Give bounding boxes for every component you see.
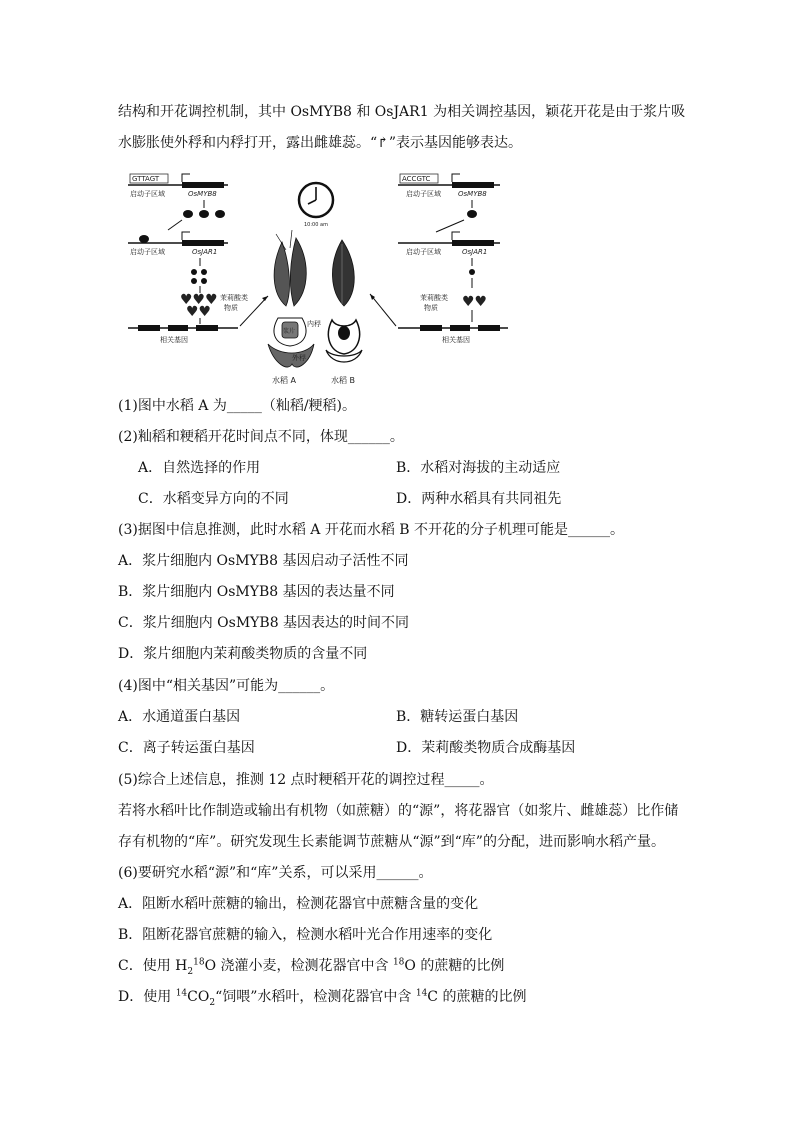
question-6-stem: (6)要研究水稻“源”和“库”关系，可以采用______。 — [118, 865, 433, 881]
question-2-option-c: C．水稻变异方向的不同 — [138, 491, 289, 507]
jasmonate-label-right-2: 物质 — [424, 304, 438, 312]
gene-myb8-label-left: OsMYB8 — [188, 190, 217, 198]
question-6-option-b: B．阻断花器官蔗糖的输入，检测水稻叶光合作用速率的变化 — [118, 927, 493, 943]
rice-flowering-figure — [120, 168, 510, 390]
jasmonate-label-left-1: 茉莉酸类 — [220, 294, 248, 302]
promoter-label-2: 启动子区域 — [130, 248, 165, 256]
left-pathway — [128, 174, 268, 344]
question-4-option-c: C．离子转运蛋白基因 — [118, 740, 255, 756]
jasmonate-label-left-2: 物质 — [224, 304, 238, 312]
question-1: (1)图中水稻 A 为_____（籼稻/粳稻)。 — [118, 398, 357, 414]
right-seq-label: ACCGTC — [402, 175, 431, 183]
rice-b-label: 水稻 B — [331, 376, 356, 385]
question-3-option-b: B．浆片细胞内 OsMYB8 基因的表达量不同 — [118, 584, 395, 600]
outer-glume-label: 外稃 — [292, 354, 306, 362]
rice-a-label: 水稻 A — [272, 376, 297, 385]
question-2-option-a: A．自然选择的作用 — [138, 460, 261, 476]
question-4-option-a: A．水通道蛋白基因 — [118, 709, 241, 725]
question-2-stem: (2)籼稻和粳稻开花时间点不同，体现______。 — [118, 429, 404, 445]
clock-time-label: 10:00 am — [304, 222, 328, 228]
related-gene-label-right: 相关基因 — [442, 336, 470, 344]
question-4-stem: (4)图中“相关基因”可能为______。 — [118, 678, 335, 694]
rice-b-flower-icon — [326, 240, 362, 385]
question-6-option-a: A．阻断水稻叶蔗糖的输出，检测花器官中蔗糖含量的变化 — [118, 896, 479, 912]
question-6-option-c: C．使用 $H_2^{18}O$ 浇灌小麦，检测花器官中含 $^{18}$O 的蔗糖的比例 — [118, 957, 505, 977]
source-sink-paragraph-line-1: 若将水稻叶比作制造或输出有机物（如蔗糖）的“源”，将花器官（如浆片、雌雄蕊）比作储 — [118, 803, 679, 819]
question-6-option-d: D．使用 $^{14}CO_2“$饲喂”水稻叶，检测花器官中含 $^{14}$C 的蔗糖的比例 — [118, 988, 527, 1008]
promoter-label-3: 启动子区域 — [406, 190, 441, 198]
intro-line-1: 结构和开花调控机制，其中 OsMYB8 和 OsJAR1 为相关调控基因，颖花开花是由于浆片吸 — [118, 104, 686, 120]
lodicule-label: 浆片 — [283, 328, 296, 335]
source-sink-paragraph-line-2: 存有机物的“库”。研究发现生长素能调节蔗糖从“源”到“库”的分配，进而影响水稻产量。 — [118, 834, 665, 850]
related-gene-label-left: 相关基因 — [160, 336, 188, 344]
question-3-option-c: C．浆片细胞内 OsMYB8 基因表达的时间不同 — [118, 615, 410, 631]
question-5: (5)综合上述信息，推测 12 点时粳稻开花的调控过程_____。 — [118, 772, 494, 788]
rice-a-flower-icon — [268, 230, 321, 385]
promoter-label-1: 启动子区域 — [130, 190, 165, 198]
promoter-label-4: 启动子区域 — [406, 248, 441, 256]
gene-jar1-label-right: OsJAR1 — [462, 248, 488, 256]
question-3-option-a: A．浆片细胞内 OsMYB8 基因启动子活性不同 — [118, 553, 409, 569]
left-seq-label: GTTAGT — [132, 175, 160, 183]
question-4-option-b: B．糖转运蛋白基因 — [396, 709, 519, 725]
gene-myb8-label-right: OsMYB8 — [458, 190, 487, 198]
clock-icon — [299, 183, 333, 228]
svg-text:♥♥: ♥♥ — [462, 294, 488, 310]
right-pathway — [370, 174, 508, 344]
question-2-option-b: B．水稻对海拔的主动适应 — [396, 460, 561, 476]
question-4-option-d: D．茉莉酸类物质合成酶基因 — [396, 740, 576, 756]
svg-text:♥♥♥: ♥♥♥ — [180, 292, 218, 308]
question-2-option-d: D．两种水稻具有共同祖先 — [396, 491, 562, 507]
inner-glume-label: 内稃 — [307, 320, 321, 328]
svg-text:♥♥: ♥♥ — [186, 304, 212, 320]
jasmonate-label-right-1: 茉莉酸类 — [420, 294, 448, 302]
question-3-option-d: D．浆片细胞内茉莉酸类物质的含量不同 — [118, 646, 368, 662]
gene-jar1-label-left: OsJAR1 — [192, 248, 218, 256]
intro-line-2: 水膨胀使外稃和内稃打开，露出雌雄蕊。“↱”表示基因能够表达。 — [118, 135, 523, 151]
question-3-stem: (3)据图中信息推测，此时水稻 A 开花而水稻 B 不开花的分子机理可能是______。 — [118, 522, 625, 538]
